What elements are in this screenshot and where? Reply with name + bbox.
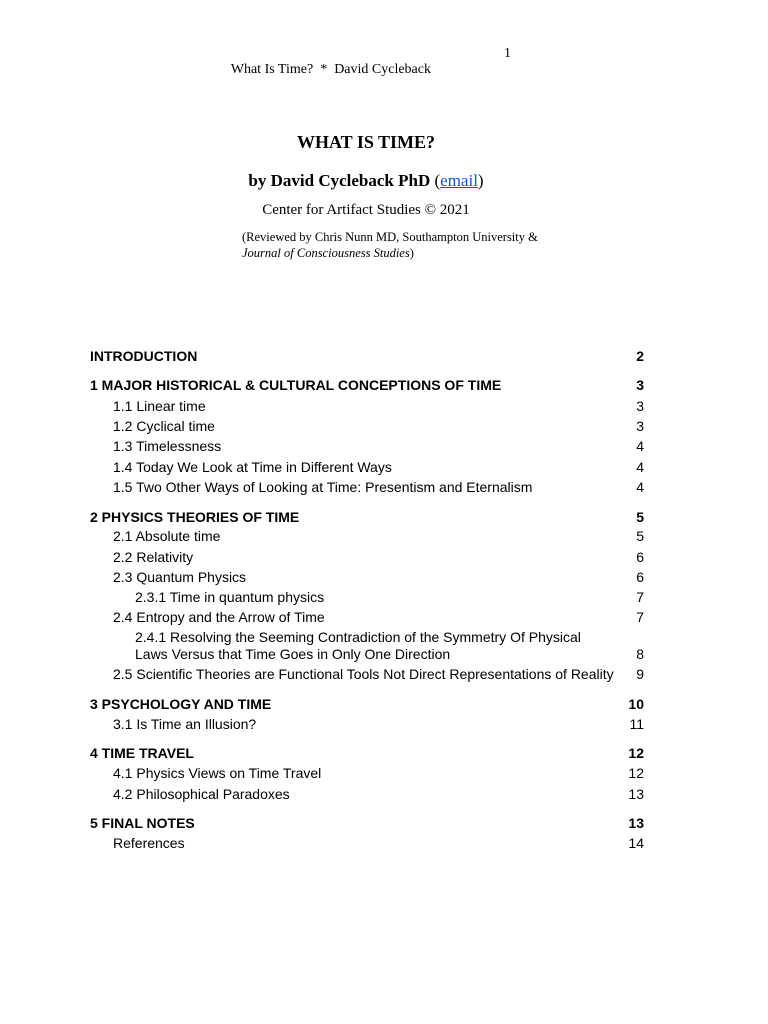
toc-entry-label: 4.2 Philosophical Paradoxes — [113, 786, 290, 802]
toc-entry-page: 4 — [636, 438, 644, 454]
toc-entry-page: 4 — [636, 459, 644, 475]
toc-entry-page: 3 — [636, 398, 644, 414]
review-journal-line — [242, 245, 538, 261]
toc-entry-label: 2.2 Relativity — [113, 549, 194, 565]
toc-entry-page: 7 — [636, 589, 644, 605]
toc-entry-page: 11 — [629, 716, 644, 732]
toc-entry-label: 4 TIME TRAVEL — [90, 745, 194, 761]
toc-entry-page: 2 — [636, 348, 644, 364]
toc-entry-page: 12 — [628, 745, 644, 761]
document-title: WHAT IS TIME? — [296, 132, 436, 152]
toc-entry-page: 7 — [636, 609, 644, 625]
toc-entry-label: 3.1 Is Time an Illusion? — [113, 716, 257, 732]
running-header — [224, 46, 511, 94]
toc-entry-page: 9 — [636, 666, 644, 682]
toc-entry-label: 2 PHYSICS THEORIES OF TIME — [90, 509, 300, 525]
toc-entry-label: 2.3.1 Time in quantum physics — [135, 589, 325, 605]
toc-entry-label: 1 MAJOR HISTORICAL & CULTURAL CONCEPTIONS OF TIME — [90, 377, 502, 393]
toc-entry-label: 3 PSYCHOLOGY AND TIME — [90, 696, 272, 712]
toc-entry-page: 10 — [628, 696, 644, 712]
toc-entry-label: 2.4 Entropy and the Arrow of Time — [113, 609, 325, 625]
toc-entry-label: 2.1 Absolute time — [113, 528, 221, 544]
toc-entry-label: 1.4 Today We Look at Time in Different Ways — [113, 459, 392, 475]
toc-entry-page: 4 — [636, 479, 644, 495]
review-line: (Reviewed by Chris Nunn MD, Southampton University & — [242, 230, 538, 244]
toc-entry-label: 5 FINAL NOTES — [90, 815, 195, 831]
toc-entry-label: References — [113, 835, 185, 851]
toc-entry-page: 3 — [636, 418, 644, 434]
toc-entry-label: 2.4.1 Resolving the Seeming Contradiction of the Symmetry Of Physical Laws Versus that Time Goes in Only One Direction — [135, 629, 581, 662]
toc-entry-label: 4.1 Physics Views on Time Travel — [113, 765, 322, 781]
author-name: by David Cycleback PhD — [248, 171, 431, 190]
toc-entry-page: 6 — [636, 549, 644, 565]
toc-entry-page: 14 — [628, 835, 644, 851]
affiliation: Center for Artifact Studies © 2021 — [262, 202, 470, 218]
toc-entry-page: 8 — [636, 646, 644, 662]
running-title: What Is Time? * David Cycleback — [230, 62, 431, 77]
review-close: ) — [409, 246, 414, 260]
toc-entry-label: 1.3 Timelessness — [113, 438, 222, 454]
toc-entry-label: 1.5 Two Other Ways of Looking at Time: Presentism and Eternalism — [113, 479, 533, 495]
byline — [0, 171, 732, 191]
toc-entry-page: 13 — [628, 815, 644, 831]
toc-entry-label: INTRODUCTION — [90, 348, 198, 364]
close-paren: ) — [477, 171, 484, 190]
toc-entry-page: 5 — [636, 509, 644, 525]
toc-entry-label: 2.3 Quantum Physics — [113, 569, 247, 585]
toc-entry-page: 12 — [628, 765, 644, 781]
toc-entry-page: 5 — [636, 528, 644, 544]
toc-entry-page: 3 — [636, 377, 644, 393]
toc-entry-label: 2.5 Scientific Theories are Functional Tools Not Direct Representations of Reality — [113, 666, 614, 682]
email-link[interactable]: email — [440, 171, 478, 190]
journal-name: Journal of Consciousness Studies — [242, 246, 410, 260]
toc-entry-label: 1.2 Cyclical time — [113, 418, 215, 434]
toc-entry-page: 6 — [636, 569, 644, 585]
page-number: 1 — [504, 46, 511, 61]
review-note — [242, 229, 538, 261]
open-paren: ( — [434, 171, 441, 190]
toc-entry-page: 13 — [628, 786, 644, 802]
toc-entry-label: 1.1 Linear time — [113, 398, 206, 414]
